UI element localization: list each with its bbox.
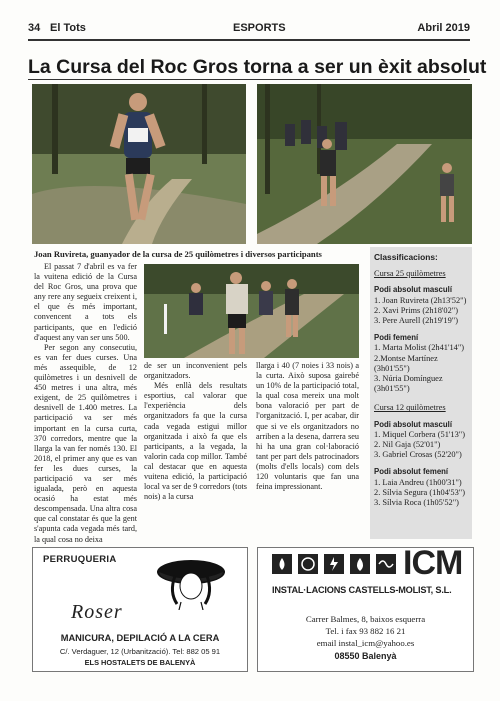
result-line: 1. Laia Andreu (1h00'31") xyxy=(374,477,462,487)
ad-phone: Tel. i fax 93 882 16 21 xyxy=(325,626,406,636)
paragraph: Per segon any consecutiu, es van fer dues curses. Una més assequible, de 12 quilòmetres i un desnivell de 450 metres i una altra, més exigent, de 25 quilòmetres i desnivell de 1.400 metres. La participació va ser més important en la cursa curta, 370 corredors, mentre que la llarga la van fer només 130. El 2018, el primer any que es van fer les dues curses, la participació va ser més igualada, però en aquesta ocasió ha estat més descompensada. Una altra cosa que cal constatar és que la gent s'apunta cada vegada més tard, la qual cosa no deixa xyxy=(34,342,137,544)
classifications-box xyxy=(370,247,472,539)
result-line: 1. Joan Ruvireta (2h13'52") xyxy=(374,295,467,305)
result-line: 2.Montse Martínez xyxy=(374,353,438,363)
issue-date: Abril 2019 xyxy=(417,22,470,34)
result-line: 3. Sílvia Roca (1h05'52") xyxy=(374,498,459,508)
ad-email: email instal_icm@yahoo.es xyxy=(316,638,415,648)
utility-icons xyxy=(272,554,398,578)
race-12-male-title: Podi absolut masculí xyxy=(374,419,452,429)
article-title: La Cursa del Roc Gros torna a ser un èxit absolut xyxy=(28,56,487,78)
race-12-label: Cursa 12 quilòmetres xyxy=(374,403,446,413)
race-25-male-title: Podi absolut masculí xyxy=(374,285,452,295)
page-number: 34 xyxy=(28,22,41,34)
ad-location: ELS HOSTALETS DE BALENYÀ xyxy=(84,658,196,667)
ad-heading: PERRUQUERIA xyxy=(43,554,117,565)
paragraph: llarga i 40 (7 noies i 33 nois) a la curta. Això suposa gairebé un 10% de la participació total, la qual cosa mereix una molt bona valoració per part de l'organització. I, per acabar, dir que si ve els organitzadors no arriben a la desena, darrera seu hi ha una gran col·laboració tant per part dels patrocinadors (molts d'ells locals) com dels 120 voluntaris que fan una feina impressionant. xyxy=(256,361,359,492)
paragraph: de ser un inconvenient pels organitzadors. xyxy=(144,361,247,381)
paragraph: El passat 7 d'abril es va fer la vuitena edició de la Cursa del Roc Gros, una prova que any rere any segueix creixent i, el que és més important, convencent a tots els participants, que en l'edició d'aquest any van ser uns 500. xyxy=(34,262,137,342)
result-line: 2. Sílvia Segura (1h04'53") xyxy=(374,487,465,497)
page-header xyxy=(28,22,470,38)
photo-runners-group xyxy=(257,84,472,244)
ad-perruqueria xyxy=(32,547,248,672)
header-rule xyxy=(28,39,470,41)
ad-icm xyxy=(257,544,474,672)
result-line: 3. Pere Aurell (2h19'19") xyxy=(374,316,459,326)
title-rule xyxy=(28,79,470,80)
paragraph: Més enllà dels resultats esportius, cal valorar que l'experiència dels organitzadors fa que la cursa cada vegada estigui millor organitzada i això fa que els participants, a la vegada, la valorin cada cop millor. També cal destacar que en aquesta vuitena edició, la participació local va ser de 9 corredors (tots nois) a la cursa xyxy=(144,381,247,502)
race-25-label: Cursa 25 quilòmetres xyxy=(374,269,446,279)
race-12-female-title: Podi absolut femení xyxy=(374,467,449,477)
section-name: ESPORTS xyxy=(233,22,286,34)
ad-address: Carrer Balmes, 8, baixos esquerra xyxy=(305,614,426,624)
photo-caption: Joan Ruvireta, guanyador de la cursa de 25 quilòmetres i diversos participants xyxy=(34,249,322,259)
ad-services: MANICURA, DEPILACIÓ A LA CERA xyxy=(60,633,220,643)
result-line: (3h01'55") xyxy=(374,363,410,373)
result-line: 2. Xavi Prims (2h18'02") xyxy=(374,305,459,315)
race-25-female-title: Podi femení xyxy=(374,333,419,343)
ad-address: C/. Verdaguer, 12 (Urbanització). Tel: 882 05 91 xyxy=(59,647,221,656)
publication-name: El Tots xyxy=(50,22,86,34)
ad-brand-logo: Roser xyxy=(71,601,123,623)
classifications-title: Classificacions: xyxy=(374,252,438,262)
result-line: 3. Gabriel Crosas (52'20") xyxy=(374,450,462,460)
woman-portrait-icon xyxy=(151,552,231,610)
article-column-3 xyxy=(256,361,359,492)
ad-city: 08550 Balenyà xyxy=(334,651,397,661)
article-column-1 xyxy=(34,262,137,545)
result-line: 1. Marta Molist (2h41'14") xyxy=(374,343,465,353)
result-line: 3. Núria Domínguez xyxy=(374,374,443,384)
result-line: 1. Miquel Corbera (51'13") xyxy=(374,429,465,439)
photo-winner xyxy=(32,84,246,244)
result-line: (3h01'55") xyxy=(374,384,410,394)
article-column-2 xyxy=(144,361,247,502)
icm-logo: ICM xyxy=(403,544,463,582)
ad-company: INSTAL·LACIONS CASTELLS-MOLIST, S.L. xyxy=(272,585,452,595)
result-line: 2. Nil Gaja (52'01") xyxy=(374,440,441,450)
photo-runners-trail xyxy=(144,264,359,358)
